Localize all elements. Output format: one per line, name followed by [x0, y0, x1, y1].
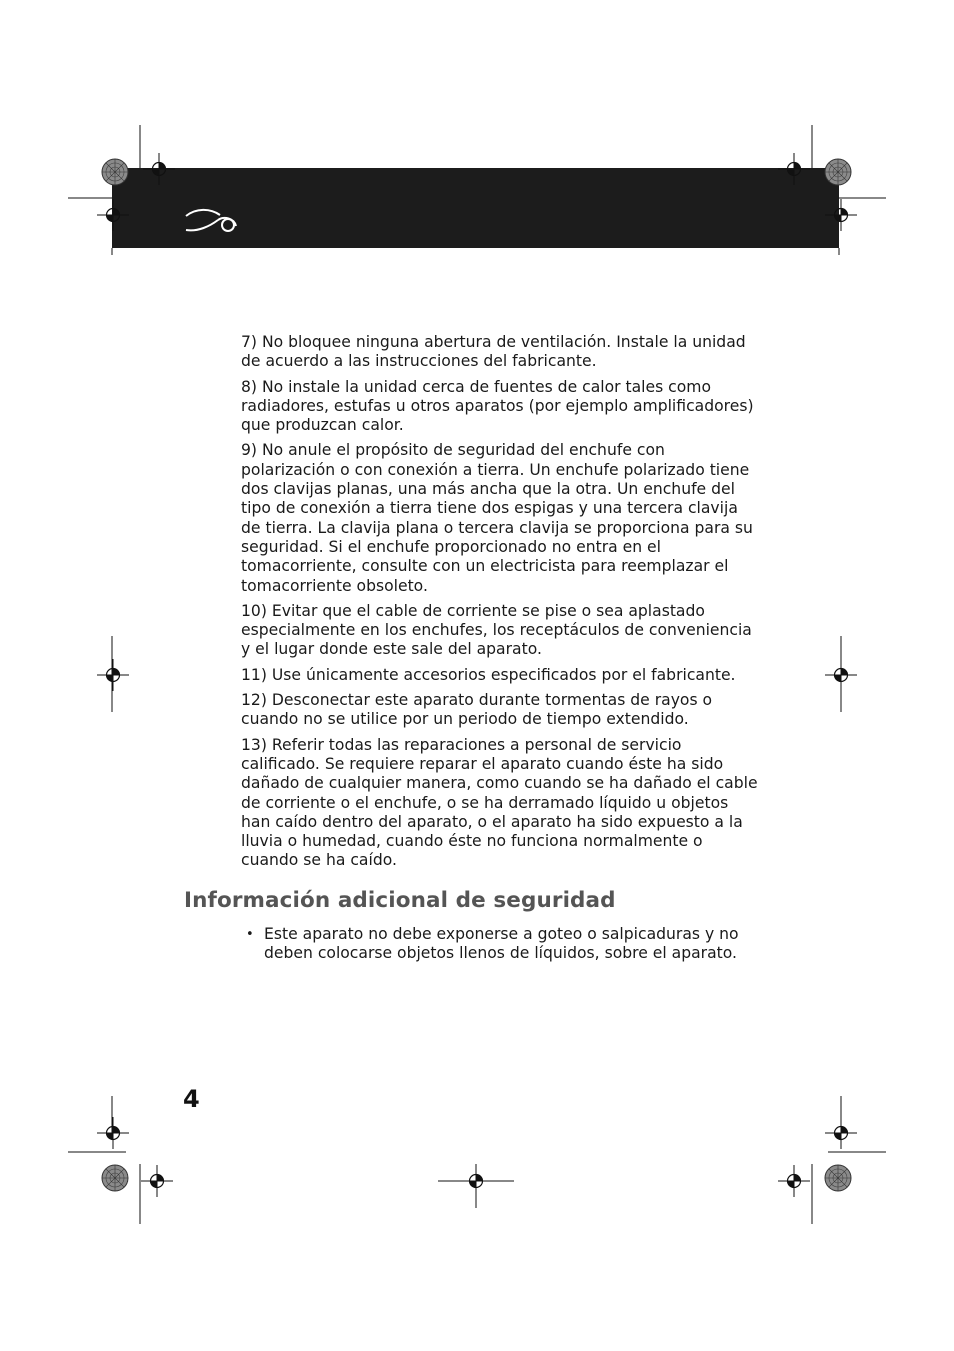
instruction-11: 11) Use únicamente accesorios especificados por el fabricante. — [241, 665, 736, 684]
bullet-text: Este aparato no debe exponerse a goteo o salpicaduras y no deben colocarse objetos llenos de líquidos, sobre el aparato. — [264, 925, 739, 963]
bullet-dot: • — [246, 927, 254, 942]
instruction-9: 9) No anule el propósito de seguridad del enchufe con polarización o con conexión a tierra. Un enchufe polarizado tiene dos clavijas planas, una más ancha que la otra. Un enchufe del tipo de conexión a tierra tiene dos espigas y una tercera clavija de tierra. La clavija plana o tercera clavija se proporciona para su seguridad. Si el enchufe proporcionado no entra en el tomacorriente, consulte con un electricista para reemplazar el tomacorriente obsoleto. — [241, 441, 753, 595]
instruction-7: 7) No bloquee ninguna abertura de ventilación. Instale la unidad de acuerdo a las instrucciones del fabricante. — [241, 333, 746, 371]
instruction-list — [241, 333, 761, 877]
list-item — [246, 925, 766, 964]
section-title: Información adicional de seguridad — [184, 888, 616, 913]
header-band — [112, 168, 839, 248]
bullet-list — [246, 925, 766, 964]
instruction-13: 13) Referir todas las reparaciones a personal de servicio calificado. Se requiere reparar el aparato cuando éste ha sido dañado de cualquier manera, como cuando se ha dañado el cable de corriente o el enchufe, o se ha derramado líquido u objetos han caído dentro del aparato, o el aparato ha sido expuesto a la lluvia o humedad, cuando éste no funciona normalmente o cuando se ha caído. — [241, 735, 758, 870]
page-number: 4 — [183, 1085, 200, 1113]
instruction-12: 12) Desconectar este aparato durante tormentas de rayos o cuando no se utilice por un periodo de tiempo extendido. — [241, 691, 713, 729]
brand-swoosh-icon — [184, 206, 240, 236]
instruction-10: 10) Evitar que el cable de corriente se pise o sea aplastado especialmente en los enchufes, los receptáculos de conveniencia y el lugar donde este sale del aparato. — [241, 601, 752, 659]
instruction-8: 8) No instale la unidad cerca de fuentes de calor tales como radiadores, estufas u otros aparatos (por ejemplo amplificadores) que produzcan calor. — [241, 377, 754, 435]
